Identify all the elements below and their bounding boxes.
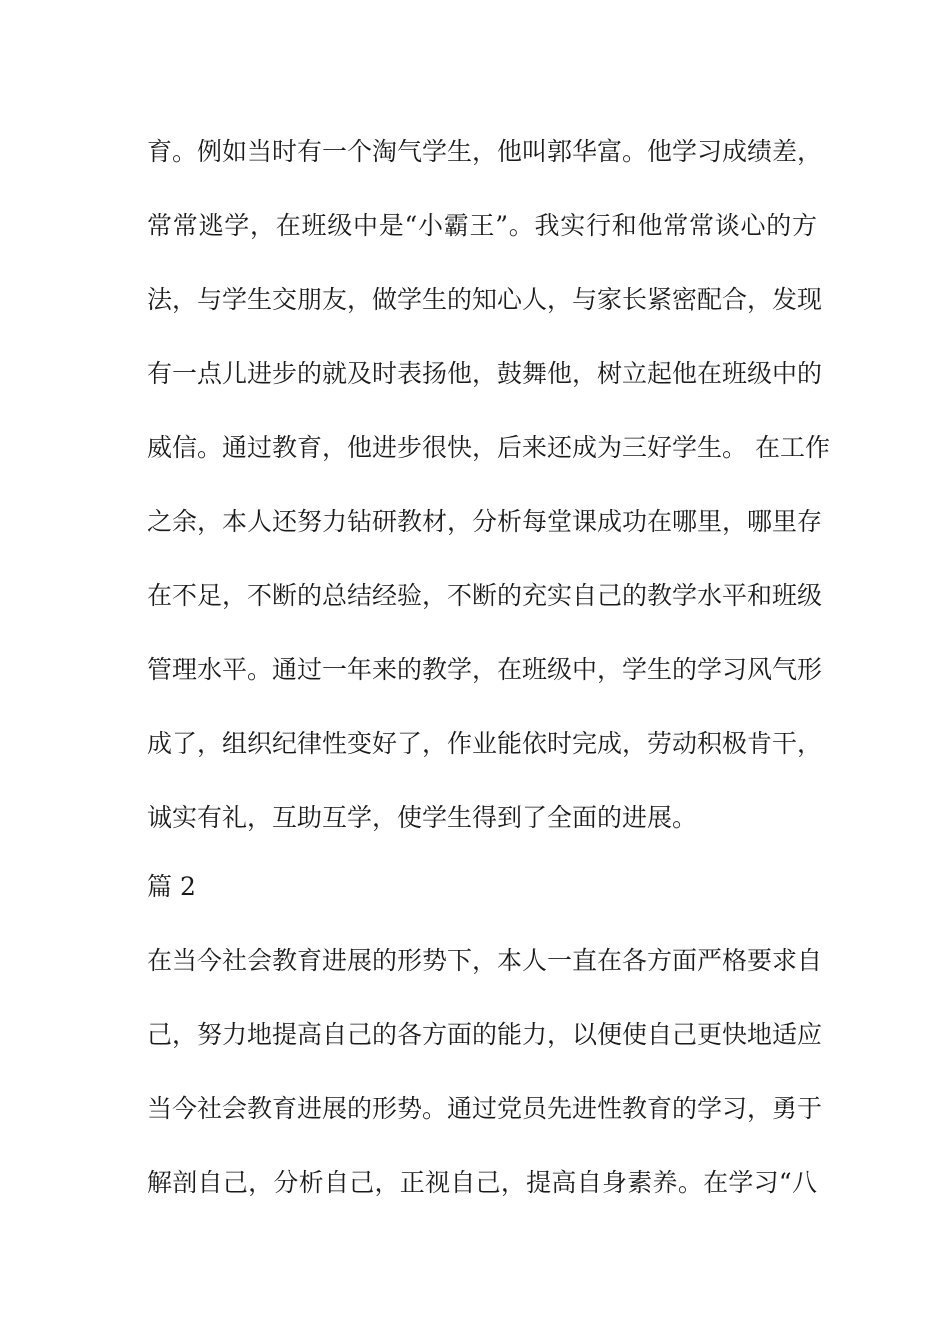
- paragraph-line: 法，与学生交朋友，做学生的知心人，与家长紧密配合，发现: [147, 285, 823, 314]
- paragraph-line: 成了，组织纪律性变好了，作业能依时完成，劳动积极肯干，: [147, 729, 823, 758]
- paragraph-line: 当今社会教育进展的形势。通过党员先进性教育的学习，勇于: [147, 1094, 823, 1123]
- paragraph-line: 在当今社会教育进展的形势下，本人一直在各方面严格要求自: [147, 946, 823, 975]
- paragraph-line: 管理水平。通过一年来的教学，在班级中，学生的学习风气形: [147, 655, 823, 684]
- paragraph-line: 常常逃学，在班级中是“小霸王”。我实行和他常常谈心的方: [147, 211, 817, 240]
- paragraph-line: 己，努力地提高自己的各方面的能力，以便使自己更快地适应: [147, 1020, 823, 1049]
- paragraph-line: 在不足，不断的总结经验，不断的充实自己的教学水平和班级: [147, 581, 823, 610]
- paragraph-line: 之余，本人还努力钻研教材，分析每堂课成功在哪里，哪里存: [147, 507, 823, 536]
- paragraph-line: 诚实有礼，互助互学，使学生得到了全面的进展。: [147, 803, 698, 832]
- paragraph-line: 解剖自己，分析自己，正视自己，提高自身素养。在学习“八: [147, 1168, 817, 1197]
- paragraph-line: 育。例如当时有一个淘气学生，他叫郭华富。他学习成绩差，: [147, 137, 823, 166]
- paragraph-line: 有一点儿进步的就及时表扬他，鼓舞他，树立起他在班级中的: [147, 359, 823, 388]
- paragraph-line: 威信。通过教育，他进步很快，后来还成为三好学生。 在工作: [147, 433, 830, 462]
- section-heading: 篇 2: [147, 872, 196, 901]
